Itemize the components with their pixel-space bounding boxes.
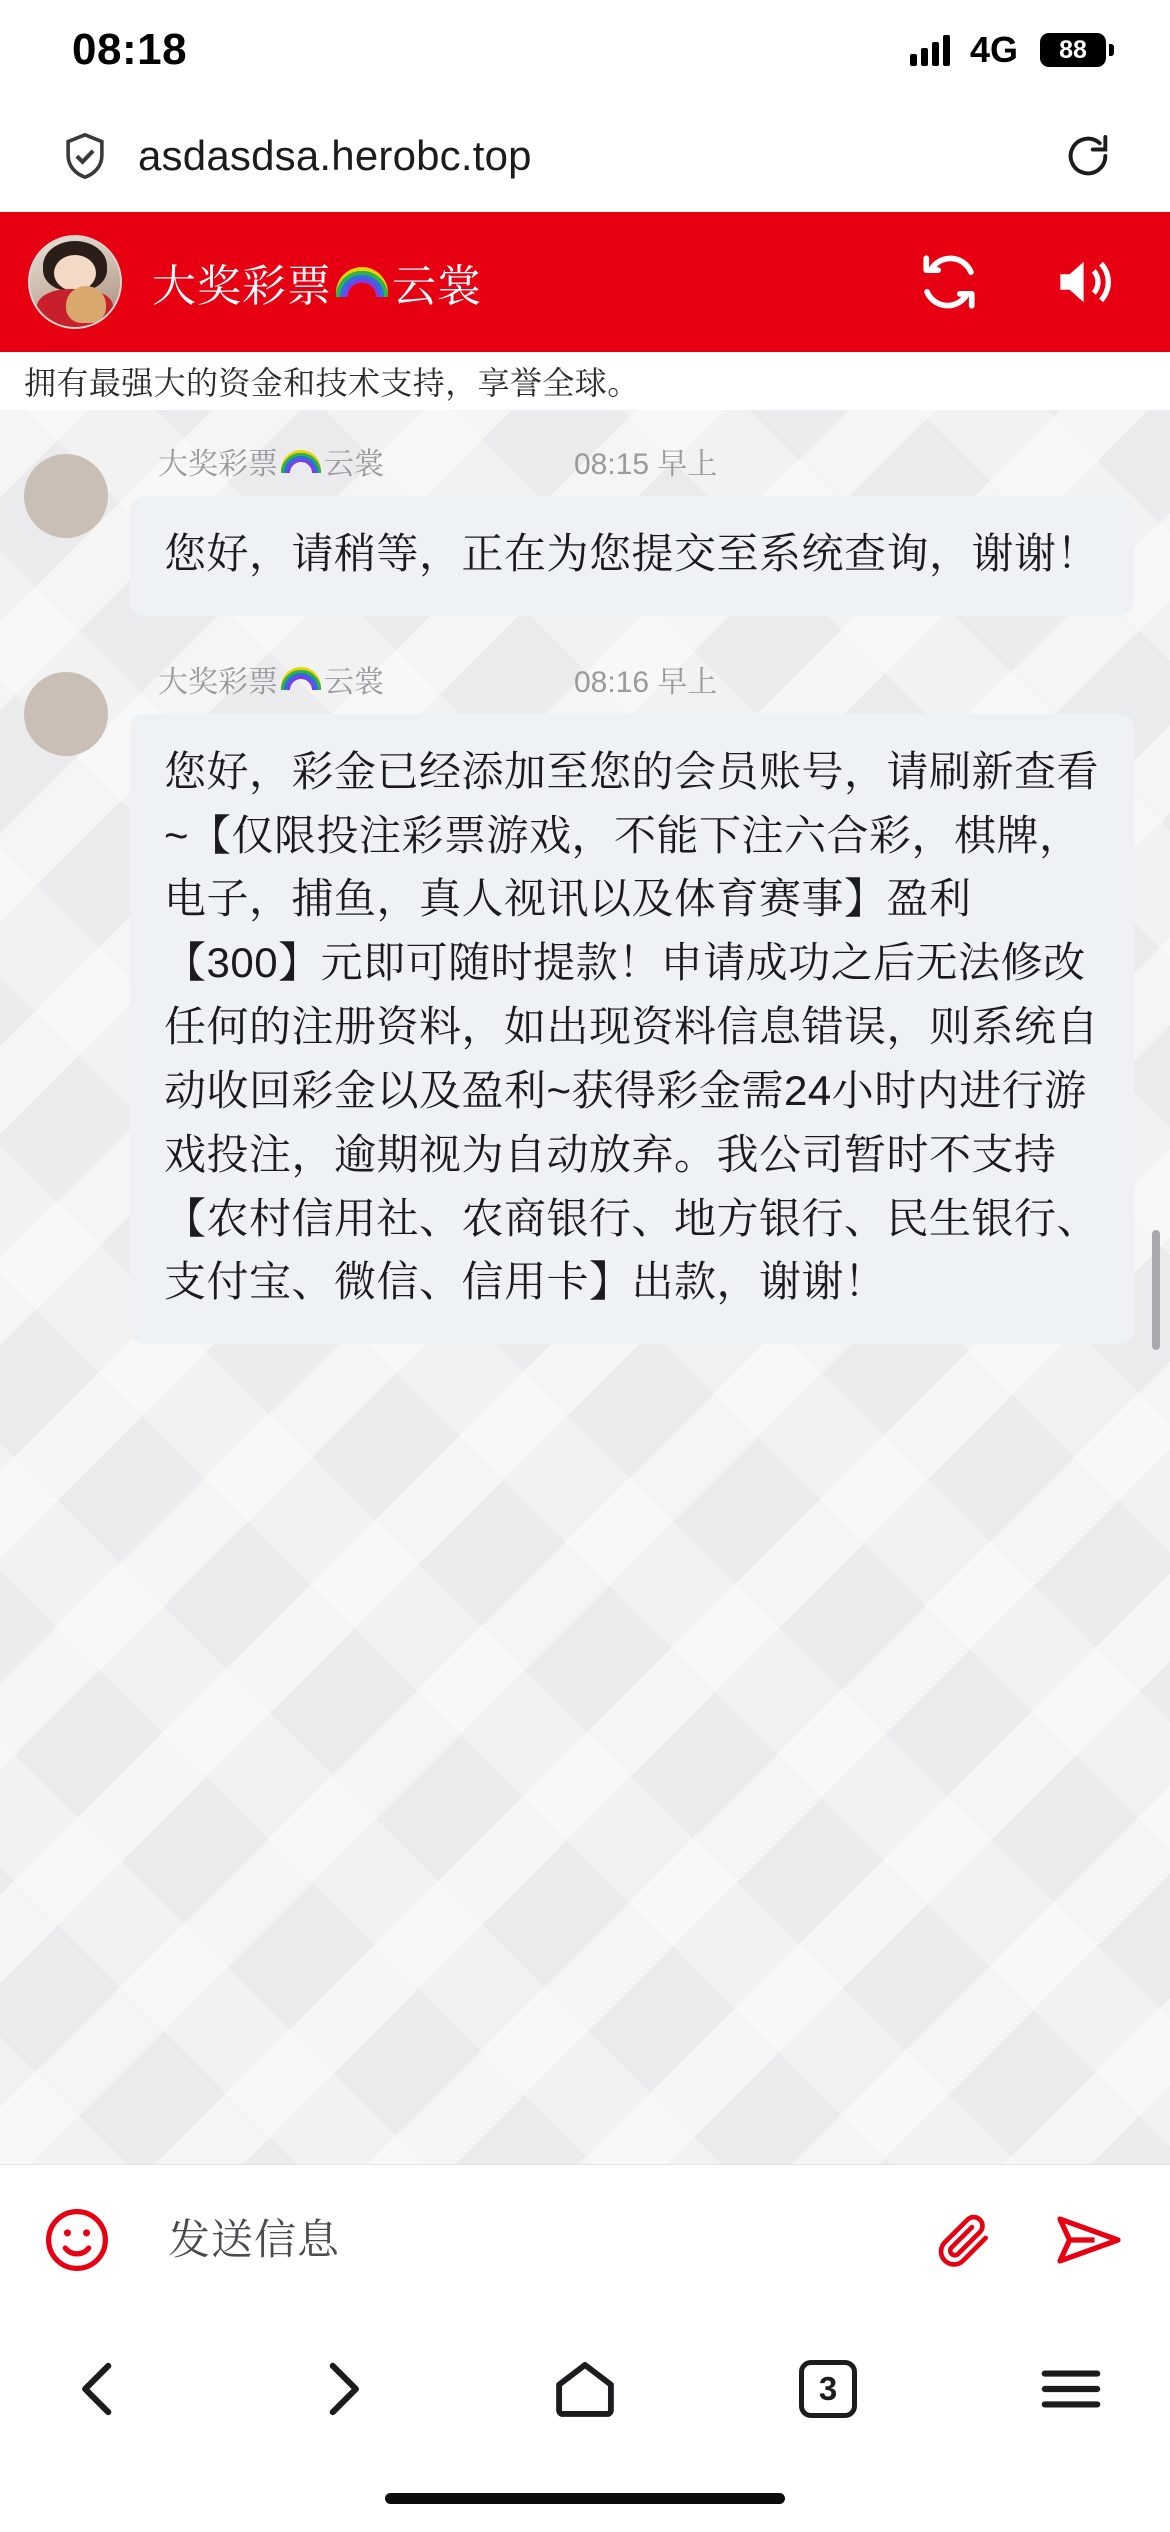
chat-bubble: 您好，请稍等，正在为您提交至系统查询，谢谢！ <box>130 496 1134 616</box>
battery-level-label: 88 <box>1059 35 1087 64</box>
menu-button[interactable] <box>1034 2352 1108 2426</box>
avatar[interactable] <box>28 235 122 329</box>
chat-message-body <box>130 656 1134 1344</box>
hamburger-menu-icon <box>1034 2352 1108 2426</box>
page-title-prefix: 大奖彩票 <box>152 262 332 311</box>
forward-button[interactable] <box>305 2352 379 2426</box>
notice-text: 拥有最强大的资金和技术支持，享誉全球。 <box>24 365 640 401</box>
battery-icon <box>1040 33 1106 67</box>
chat-bubble: 您好，彩金已经添加至您的会员账号，请刷新查看~【仅限投注彩票游戏，不能下注六合彩，棋牌，电子，捕鱼，真人视讯以及体育赛事】盈利【300】元即可随时提款！申请成功之后无法修改任何的注册资料，如出现资料信息错误，则系统自动收回彩金以及盈利~获得彩金需24小时内进行游戏投注，逾期视为自动放弃。我公司暂时不支持【农村信用社、农商银行、地方银行、民生银行、支付宝、微信、信用卡】出款，谢谢！ <box>130 714 1134 1344</box>
shield-check-icon[interactable] <box>58 129 112 183</box>
chat-sender-prefix: 大奖彩票 <box>158 665 278 699</box>
page-title-suffix: 云裳 <box>392 262 482 311</box>
avatar[interactable] <box>24 672 108 756</box>
notice-bar <box>0 352 1170 410</box>
rainbow-icon <box>336 267 388 297</box>
chat-message <box>24 438 1134 616</box>
home-indicator[interactable] <box>385 2493 785 2504</box>
home-indicator-area <box>0 2464 1170 2532</box>
refresh-icon[interactable] <box>918 251 980 313</box>
avatar[interactable] <box>24 454 108 538</box>
network-type-label: 4G <box>969 29 1018 70</box>
signal-bars-icon <box>910 34 950 66</box>
tabs-button[interactable] <box>791 2352 865 2426</box>
chat-area[interactable] <box>0 410 1170 2164</box>
browser-bottom-nav <box>0 2314 1170 2464</box>
search-input[interactable] <box>168 2216 904 2264</box>
chat-sender-suffix: 云裳 <box>324 448 384 481</box>
chat-sender-suffix: 云裳 <box>324 665 384 699</box>
send-icon[interactable] <box>1052 2203 1126 2277</box>
home-button[interactable] <box>548 2352 622 2426</box>
chat-timestamp: 08:15 早上 <box>574 448 718 481</box>
rainbow-icon <box>281 667 321 690</box>
header-actions <box>918 251 1126 313</box>
status-indicators <box>910 29 1106 71</box>
home-icon <box>548 2352 622 2426</box>
rainbow-icon <box>281 450 321 473</box>
smiley-face-icon[interactable] <box>40 2203 114 2277</box>
browser-url-bar[interactable] <box>0 100 1170 212</box>
chat-sender-prefix: 大奖彩票 <box>158 448 278 481</box>
chat-message-list <box>0 410 1170 1344</box>
page-title <box>152 250 482 314</box>
reload-icon[interactable] <box>1062 130 1114 182</box>
tab-count-badge: 3 <box>799 2360 857 2418</box>
chat-message-meta <box>130 656 1134 702</box>
chat-message-body <box>130 438 1134 616</box>
message-composer <box>0 2164 1170 2314</box>
status-bar <box>0 0 1170 100</box>
speaker-icon[interactable] <box>1050 251 1112 313</box>
status-time: 08:18 <box>72 25 188 74</box>
back-button[interactable] <box>62 2352 136 2426</box>
url-text[interactable]: asdasdsa.herobc.top <box>138 132 532 179</box>
scrollbar[interactable] <box>1152 1230 1160 1350</box>
paperclip-icon[interactable] <box>934 2209 996 2271</box>
chat-message-meta <box>130 438 1134 484</box>
chat-message <box>24 656 1134 1344</box>
chat-sender-name <box>158 657 384 701</box>
chat-timestamp: 08:16 早上 <box>574 665 718 699</box>
chevron-left-icon <box>62 2352 136 2426</box>
chevron-right-icon <box>305 2352 379 2426</box>
chat-sender-name <box>158 439 384 483</box>
app-header <box>0 212 1170 352</box>
